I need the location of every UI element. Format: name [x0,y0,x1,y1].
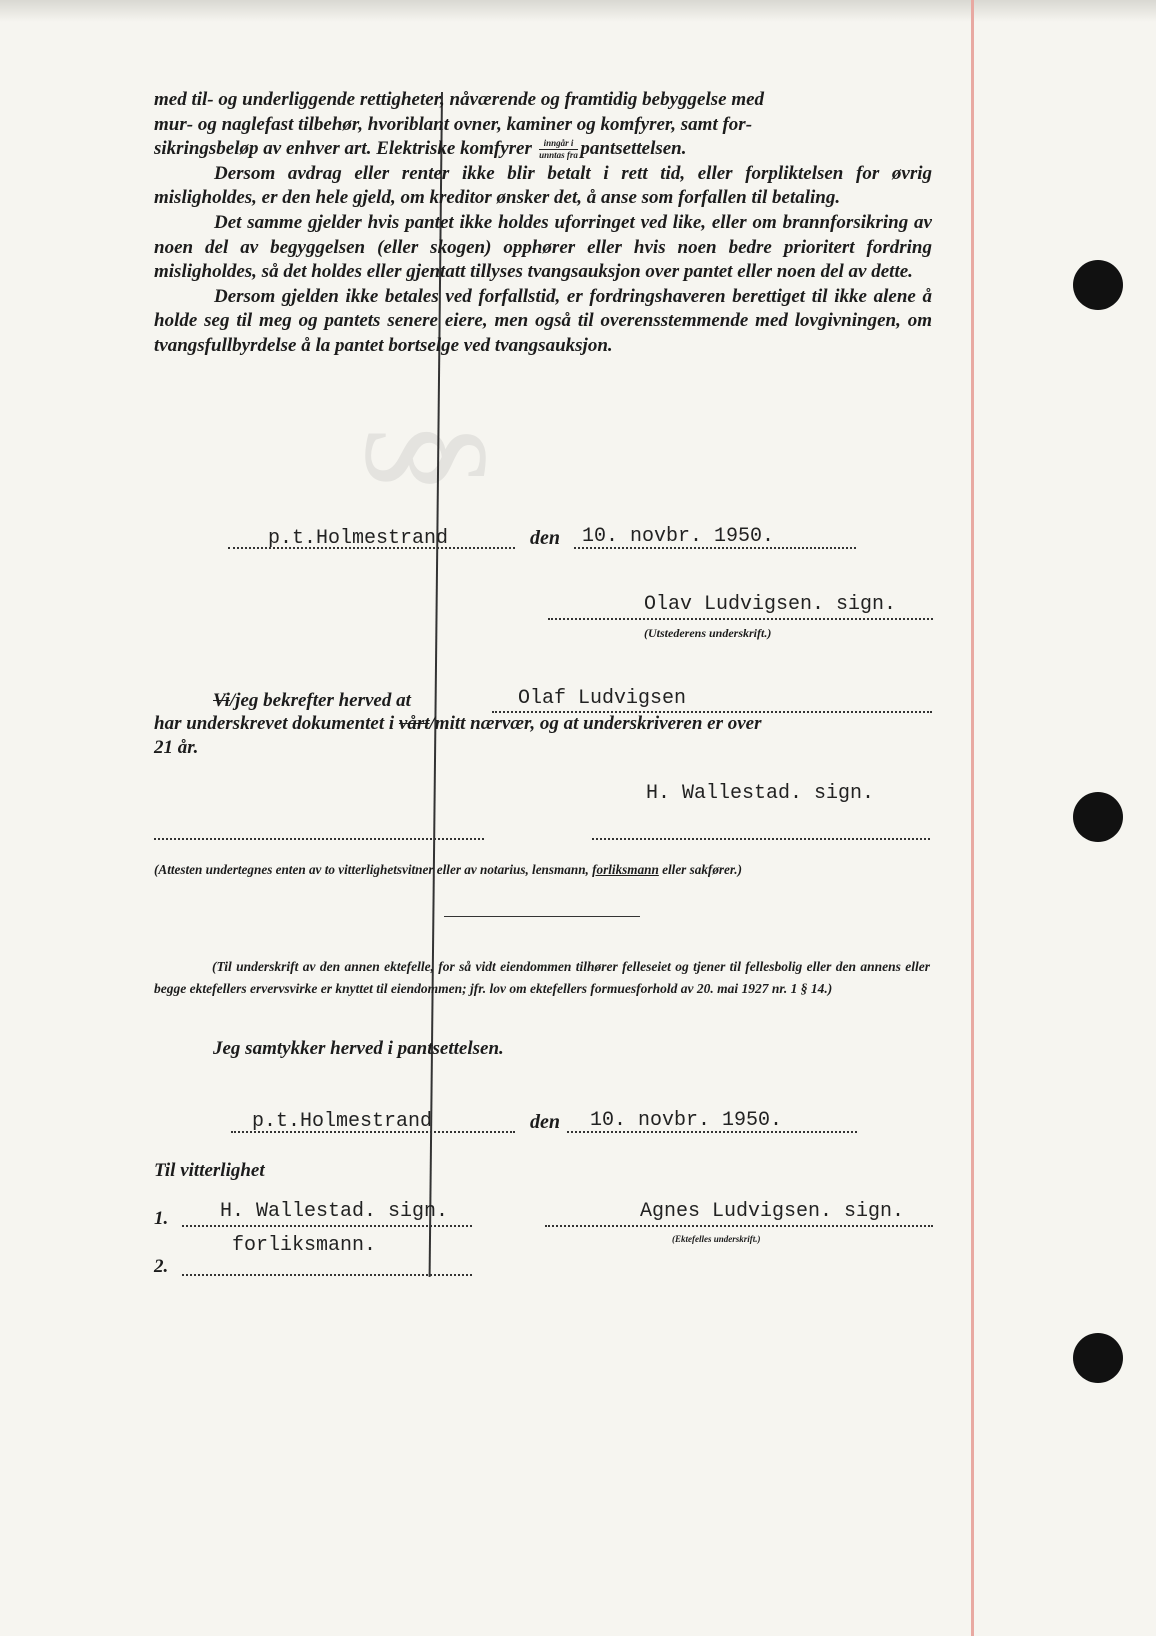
witness-1-title: forliksmann. [232,1234,377,1257]
issuer-place: p.t.Holmestrand [268,527,449,550]
attestation-witness-signature: H. Wallestad. sign. [646,782,875,805]
attestation-line-1 [213,690,411,712]
issuer-signature-caption: (Utstederens underskrift.) [644,626,772,640]
paragraph-enforcement: Dersom gjelden ikke betales ved forfallstid, er fordringshaveren berettiget til ikke alene å holde seg til meg og pantets senere eiere, men også til overensstemmende med lovgivningen, om tvangsfullbyrdelse å la pantet bortselge ved tvangsauksjon. [154,285,932,356]
attestation-line-2b: /mitt nærvær, og at underskriveren er over [429,713,762,734]
body-text [154,88,932,359]
issuer-signature: Olav Ludvigsen. sign. [644,593,897,616]
witness-1-number: 1. [154,1208,169,1229]
attested-name: Olaf Ludvigsen [518,687,687,710]
attestation-line-3: 21 år. [154,737,199,758]
fraction-bottom: unntas fra [539,150,578,161]
place-dotted-line [228,547,515,549]
red-margin-line [971,0,974,1636]
body-line-3-end: pantsettelsen. [580,138,687,160]
body-line-3 [154,137,932,162]
spouse-den-label: den [530,1111,560,1133]
punch-hole [1073,260,1123,310]
bleed-through-mark: § [351,420,517,495]
attestation-note-underlined: forliksmann [592,862,659,877]
witness-2-dotted-line [182,1274,472,1276]
spouse-signature-dotted-line [545,1225,933,1227]
struck-vart: vårt [398,713,430,734]
spouse-consent: Jeg samtykker herved i pantsettelsen. [213,1038,504,1059]
witness-heading: Til vitterlighet [154,1160,265,1181]
witness-1-signature: H. Wallestad. sign. [220,1200,449,1223]
spouse-place: p.t.Holmestrand [252,1110,433,1133]
issuer-date: 10. novbr. 1950. [582,525,775,548]
body-line-3-start: sikringsbeløp av enhver art. Elektriske komfyrer [154,138,532,160]
body-line-2: mur- og naglefast tilbehør, hvoriblant ovner, kaminer og komfyrer, samt for- [154,113,753,135]
spouse-signature: Agnes Ludvigsen. sign. [640,1200,905,1223]
date-dotted-line [574,547,856,549]
spouse-date-dotted-line [567,1131,857,1133]
punch-hole [1073,1333,1123,1383]
witness-dotted-line-right [592,838,930,840]
separator-rule [444,916,640,917]
spouse-note: (Til underskrift av den annen ektefelle, for så vidt eiendommen tilhører felleseiet og tjener til fellesbolig eller den annens eller begge ektefellers ervervsvirke er knyttet til eiendommen; jfr. lov om ektefellers formuesforhold av 20. mai 1927 nr. 1 § 14.) [154,959,930,996]
struck-vi: Vi [213,690,230,711]
spouse-date: 10. novbr. 1950. [590,1109,783,1132]
spouse-signature-caption: (Ektefelles underskrift.) [672,1234,761,1244]
punch-hole [1073,792,1123,842]
fraction [539,139,579,160]
witness-1-dotted-line [182,1225,472,1227]
witness-dotted-line-left [154,838,484,840]
attestation-note-b: eller sakfører.) [658,862,742,877]
paragraph-maintenance: Det samme gjelder hvis pantet ikke holdes uforringet ved like, eller om brannforsikring av noen del av begyggelsen (eller skogen) opphører eller hvis noen bedre prioritert fordring misligholdes, så det holdes eller gjentatt tillyses tvangsauksjon over pantet eller noen del av dette. [154,211,932,283]
fraction-top: inngår i [539,139,579,150]
body-line-1: med til- og underliggende rettigheter, nåværende og framtidig bebyggelse med [154,89,765,110]
issuer-den-label: den [530,527,560,549]
signature-dotted-line [548,618,933,620]
attestation-note [154,862,742,878]
attestation-line-1-text: /jeg bekrefter herved at [229,690,411,711]
attestation-line-2a: har underskrevet dokumentet i [154,713,399,734]
attestation-line-2 [154,713,762,735]
page-top-shadow [0,0,1156,22]
attestation-note-a: (Attesten undertegnes enten av to vitterlighetsvitner eller av notarius, lensmann, [154,862,593,877]
spouse-place-dotted-line [231,1131,515,1133]
witness-2-number: 2. [154,1256,169,1277]
paragraph-default: Dersom avdrag eller renter ikke blir betalt i rett tid, eller forpliktelsen for øvrig misligholdes, er den hele gjeld, om kreditor ønsker det, å anse som forfallen til betaling. [154,162,932,209]
